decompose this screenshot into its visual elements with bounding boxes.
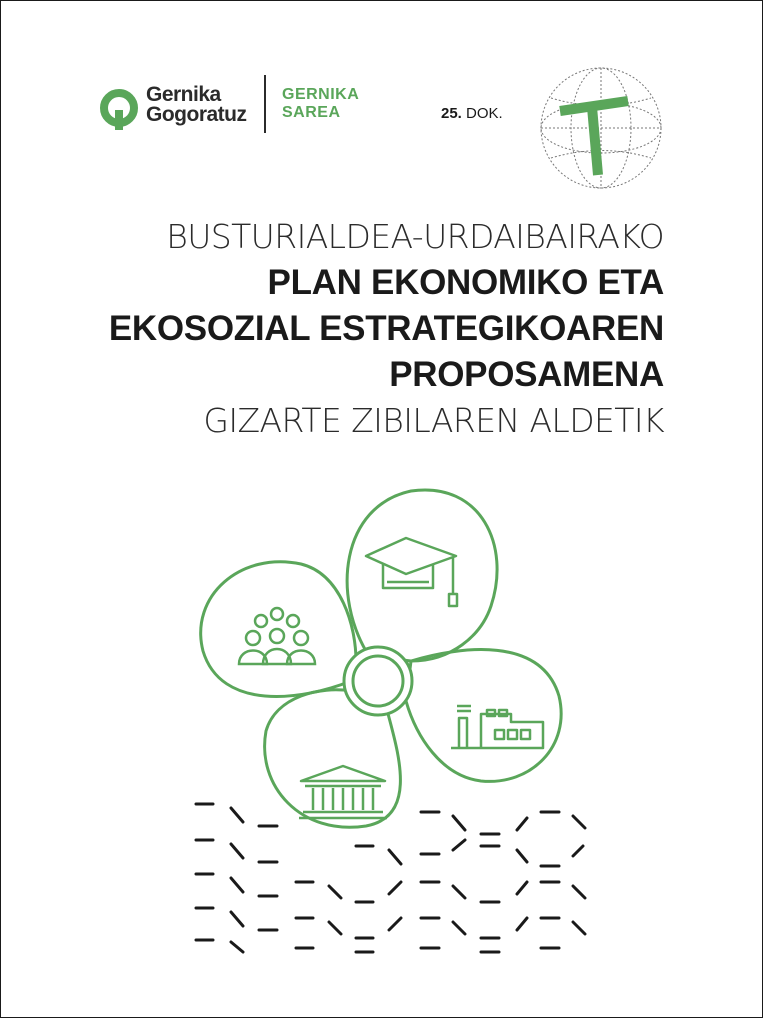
title-line5: GIZARTE ZIBILAREN ALDETIK [203, 401, 664, 440]
title-line1: BUSTURIALDEA-URDAIBAIRAKO [166, 217, 664, 256]
gernika-sarea-logo [282, 86, 359, 122]
document-number-value: 25. [441, 105, 462, 122]
logo-divider [264, 75, 266, 133]
blade-top [347, 490, 497, 661]
sarea-line2: SAREA [282, 104, 341, 121]
factory-icon [451, 706, 543, 748]
logo-line2: Gogoratuz [146, 103, 247, 126]
title-line2: PLAN EKONOMIKO ETA [267, 263, 664, 302]
gernika-gogoratuz-logo-icon [98, 85, 144, 131]
gernika-gogoratuz-wordmark [146, 85, 247, 125]
logo-line1: Gernika [146, 83, 221, 106]
blade-right [406, 650, 561, 782]
sarea-line1: GERNIKA [282, 86, 360, 103]
title-line4: PROPOSAMENA [389, 355, 664, 394]
title-block [61, 214, 664, 444]
graduation-cap-icon [366, 538, 457, 606]
globe-t-icon [536, 63, 666, 193]
title-line3: EKOSOZIAL ESTRATEGIKOAREN [108, 309, 664, 348]
propeller-illustration [181, 486, 591, 831]
document-number-label: DOK. [466, 105, 503, 122]
people-group-icon [239, 608, 315, 664]
document-number [441, 105, 503, 122]
gernika-gogoratuz-logo [98, 83, 258, 131]
sea-waves-icon [181, 794, 591, 954]
